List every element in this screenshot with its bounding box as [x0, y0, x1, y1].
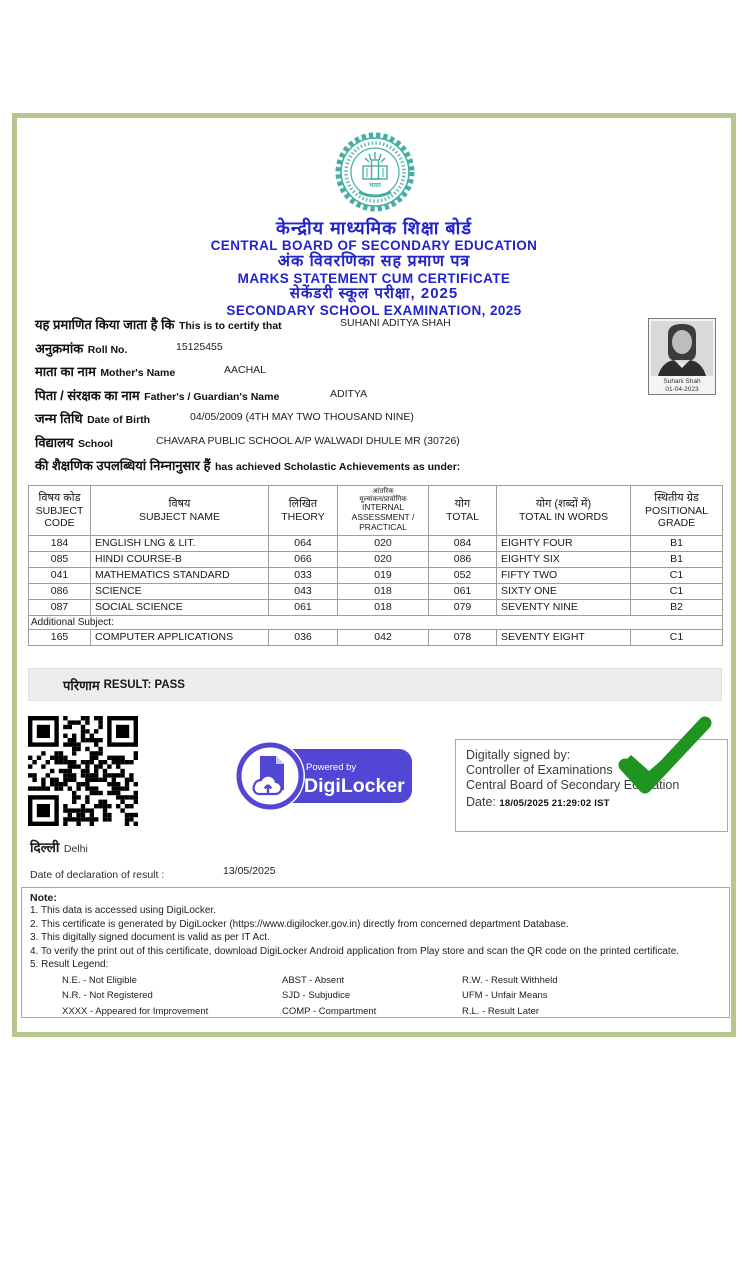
mother-label-hindi: माता का नाम [35, 364, 96, 379]
table-row: 165 COMPUTER APPLICATIONS 036 042 078 SEVENTY EIGHT C1 [29, 629, 723, 645]
school-row [35, 433, 725, 457]
table-header-row [29, 486, 723, 536]
father-label-hindi: पिता / संरक्षक का नाम [35, 387, 140, 403]
cbse-logo-icon [335, 130, 415, 218]
father-label-english: Father's / Guardian's Name [144, 390, 280, 403]
verified-check-icon [615, 713, 715, 801]
place-hindi: दिल्ली [30, 840, 60, 855]
legend-entry: SJD - Subjudice [282, 990, 351, 1001]
roll-row [35, 339, 725, 363]
student-name: SUHANI ADITYA SHAH [340, 317, 451, 329]
legend-entry: ABST - Absent [282, 974, 345, 986]
signed-by-label: Digitally signed by: [466, 748, 571, 762]
note-item: 1. This data is accessed using DigiLocker. [30, 905, 217, 916]
mother-name: AACHAL [224, 364, 267, 376]
result-value: RESULT: PASS [103, 678, 185, 691]
mother-row [35, 362, 725, 386]
marks-table [28, 485, 722, 646]
result-legend [30, 973, 721, 1020]
place-english: Delhi [63, 843, 88, 855]
father-name: ADITYA [330, 387, 368, 400]
roll-label-hindi: अनुक्रमांक [35, 340, 84, 356]
student-details [35, 315, 725, 480]
note-title: Note: [30, 892, 57, 904]
doc-title-hindi: अंक विवरणिका सह प्रमाण पत्र [277, 253, 471, 271]
col-internal: आंतरिक मूल्यांकन/प्रायोगिक INTERNAL ASSESSMENT / PRACTICAL [338, 486, 429, 536]
certify-label-hindi: यह प्रमाणित किया जाता है कि [35, 317, 175, 332]
declaration-label: Date of declaration of result : [30, 869, 165, 881]
legend-entry: R.W. - Result Withheld [462, 974, 558, 986]
legend-entry: XXXX - Appeared for Improvement [62, 1005, 209, 1017]
col-total-words: योग (शब्दों में) TOTAL IN WORDS [497, 486, 631, 536]
legend-entry: R.L. - Result Later [462, 1005, 540, 1017]
place-row [30, 838, 88, 857]
note-item: 3. This digitally signed document is valid as per IT Act. [30, 932, 270, 943]
exam-title-hindi: सेकेंडरी स्कूल परीक्षा, 2025 [289, 285, 459, 303]
dob-label-hindi: जन्म तिथि [35, 411, 83, 426]
table-row: 087 SOCIAL SCIENCE 061 018 079 SEVENTY NINE B2 [29, 599, 723, 615]
col-subject-code: विषय कोड SUBJECT CODE [29, 486, 91, 536]
table-row: 041 MATHEMATICS STANDARD 033 019 052 FIFTY TWO C1 [29, 567, 723, 583]
school-name: CHAVARA PUBLIC SCHOOL A/P WALWADI DHULE MR (30726) [156, 434, 460, 447]
col-subject-name: विषय SUBJECT NAME [91, 486, 269, 536]
note-item: 5. Result Legend: [30, 959, 109, 970]
certify-row [35, 315, 725, 339]
roll-number: 15125455 [176, 340, 223, 353]
dob-label-english: Date of Birth [87, 414, 151, 426]
achievement-label-english: has achieved Scholastic Achievements as under: [214, 461, 461, 473]
school-label-english: School [77, 437, 113, 450]
achievement-label-hindi: की शैक्षणिक उपलब्धियां निम्नानुसार हैं [35, 458, 211, 473]
powered-by-label: Powered by [306, 762, 357, 773]
result-band [28, 668, 722, 701]
digilocker-brand-label: DigiLocker [304, 775, 405, 797]
qr-code [28, 716, 138, 828]
legend-entry: UFM - Unfair Means [462, 990, 548, 1001]
date-of-birth: 04/05/2009 (4TH MAY TWO THOUSAND NINE) [190, 411, 414, 423]
additional-subject-row: Additional Subject: [29, 615, 723, 629]
note-box [21, 887, 730, 1018]
col-theory: लिखित THEORY [269, 486, 338, 536]
exam-title-english: SECONDARY SCHOOL EXAMINATION, 2025 [226, 303, 522, 319]
roll-label-english: Roll No. [87, 343, 128, 356]
table-row: 086 SCIENCE 043 018 061 SIXTY ONE C1 [29, 583, 723, 599]
declaration-date: 13/05/2025 [223, 865, 276, 877]
student-photo [648, 318, 716, 395]
achievement-row [35, 456, 725, 480]
note-item: 4. To verify the print out of this certificate, download DigiLocker Android application from Play store and scan the QR code on the printed certificate. [30, 945, 680, 957]
table-row: 085 HINDI COURSE-B 066 020 086 EIGHTY SIX B1 [29, 551, 723, 567]
certificate-header [17, 218, 731, 318]
note-item: 2. This certificate is generated by DigiLocker (https://www.digilocker.gov.in) directly from concerned department Database. [30, 918, 569, 930]
school-label-hindi: विद्यालय [35, 434, 74, 450]
board-name-english: CENTRAL BOARD OF SECONDARY EDUCATION [210, 238, 538, 254]
father-row [35, 386, 725, 410]
table-row: 184 ENGLISH LNG & LIT. 064 020 084 EIGHTY FOUR B1 [29, 535, 723, 551]
legend-entry: COMP - Compartment [282, 1005, 377, 1017]
svg-text:भारत: भारत [369, 183, 381, 189]
col-total: योग TOTAL [429, 486, 497, 536]
certificate-page [12, 113, 736, 1037]
mother-label-english: Mother's Name [100, 367, 176, 379]
doc-title-english: MARKS STATEMENT CUM CERTIFICATE [237, 271, 511, 287]
col-grade: स्थितीय ग्रेड POSITIONAL GRADE [631, 486, 723, 536]
photo-caption-date: 01-04-2023 [665, 386, 699, 393]
declaration-row [30, 865, 530, 881]
signature-date: Date: 18/05/2025 21:29:02 IST [466, 795, 610, 810]
legend-entry: N.E. - Not Eligible [62, 974, 137, 986]
board-name-hindi: केन्द्रीय माध्यमिक शिक्षा बोर्ड [276, 218, 472, 238]
dob-row [35, 409, 725, 433]
digilocker-badge [232, 738, 414, 814]
photo-caption-name: Suhani Shah [663, 378, 701, 385]
legend-entry: N.R. - Not Registered [62, 990, 153, 1001]
certify-label-english: This is to certify that [178, 320, 282, 332]
signer-org: Central Board of Secondary Education [466, 777, 680, 792]
signer-title: Controller of Examinations [466, 762, 613, 777]
result-label-hindi: परिणाम [63, 677, 100, 693]
